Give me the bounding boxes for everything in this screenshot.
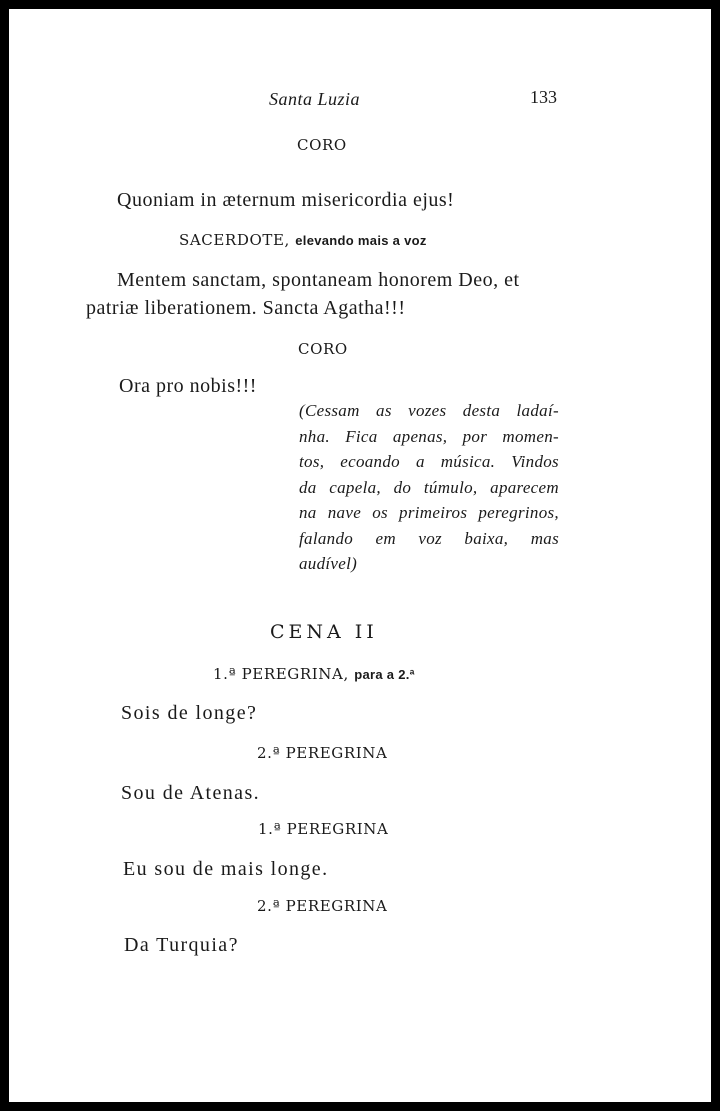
stage-word: aparecem xyxy=(490,477,559,497)
stage-word: nave xyxy=(327,503,362,522)
stage-word: (Cessam xyxy=(299,401,360,420)
stage-word: a xyxy=(415,452,425,471)
stage-word: voz xyxy=(418,528,442,548)
stage-word: os xyxy=(372,503,388,522)
page-number: 133 xyxy=(530,87,557,107)
stage-word: ladaí- xyxy=(516,401,559,420)
stage-word: música. xyxy=(440,452,496,471)
stage-direction-line xyxy=(299,526,559,552)
stage-word: Vindos xyxy=(511,452,559,471)
stage-word: peregrinos, xyxy=(478,503,559,522)
stage-word: tos, xyxy=(299,452,325,471)
speaker-direction: elevando mais a voz xyxy=(295,233,427,248)
dialogue-line: Da Turquia? xyxy=(124,934,239,956)
speaker-peregrina-1: 1.ª PEREGRINA xyxy=(258,820,389,838)
stage-word: túmulo, xyxy=(423,477,478,497)
stage-direction-line xyxy=(299,500,559,526)
stage-word: por xyxy=(462,426,488,446)
stage-word: ecoando xyxy=(340,452,400,471)
speaker-name: 1.ª PEREGRINA, xyxy=(213,665,349,683)
stage-word: primeiros xyxy=(399,503,468,522)
stage-word: na xyxy=(299,503,317,522)
stage-word: Fica xyxy=(345,426,378,446)
stage-direction-line xyxy=(299,398,559,424)
speaker-direction: para a 2.ª xyxy=(354,667,415,682)
scene-title: CENA II xyxy=(270,621,378,643)
stage-word: desta xyxy=(462,401,501,420)
chorus-response: Ora pro nobis!!! xyxy=(119,375,257,397)
dialogue-line: Sois de longe? xyxy=(121,702,258,724)
speaker-coro: CORO xyxy=(297,136,347,154)
running-title: Santa Luzia xyxy=(269,89,361,109)
book-page xyxy=(9,9,711,1102)
stage-word: capela, xyxy=(329,477,381,497)
speaker-coro: CORO xyxy=(298,340,348,358)
priest-line-2: patriæ liberationem. Sancta Agatha!!! xyxy=(86,297,406,319)
stage-word: vozes xyxy=(408,401,447,420)
dialogue-line: Eu sou de mais longe. xyxy=(123,858,329,880)
stage-direction-line: audível) xyxy=(299,554,358,573)
stage-direction xyxy=(299,398,559,577)
stage-word: baixa, xyxy=(464,528,509,548)
stage-word: do xyxy=(393,477,412,497)
stage-word: momen- xyxy=(502,426,559,446)
stage-word: as xyxy=(376,401,392,420)
stage-word: em xyxy=(375,528,396,548)
speaker-peregrina-2: 2.ª PEREGRINA xyxy=(257,897,388,915)
stage-direction-line xyxy=(299,424,559,450)
speaker-peregrina-2: 2.ª PEREGRINA xyxy=(257,744,388,762)
stage-direction-line xyxy=(299,449,559,475)
stage-word: mas xyxy=(530,528,559,548)
stage-direction-line xyxy=(299,475,559,501)
stage-word: falando xyxy=(299,528,354,548)
stage-word: nha. xyxy=(299,426,330,446)
stage-word: apenas, xyxy=(392,426,448,446)
priest-line-1: Mentem sanctam, spontaneam honorem Deo, et xyxy=(117,269,520,291)
speaker-name: SACERDOTE, xyxy=(179,231,290,249)
stage-word: da xyxy=(299,477,317,497)
dialogue-line: Sou de Atenas. xyxy=(121,782,261,804)
chorus-line: Quoniam in æternum misericordia ejus! xyxy=(117,189,455,211)
speaker-sacerdote xyxy=(179,231,427,249)
speaker-peregrina-1 xyxy=(213,665,415,683)
